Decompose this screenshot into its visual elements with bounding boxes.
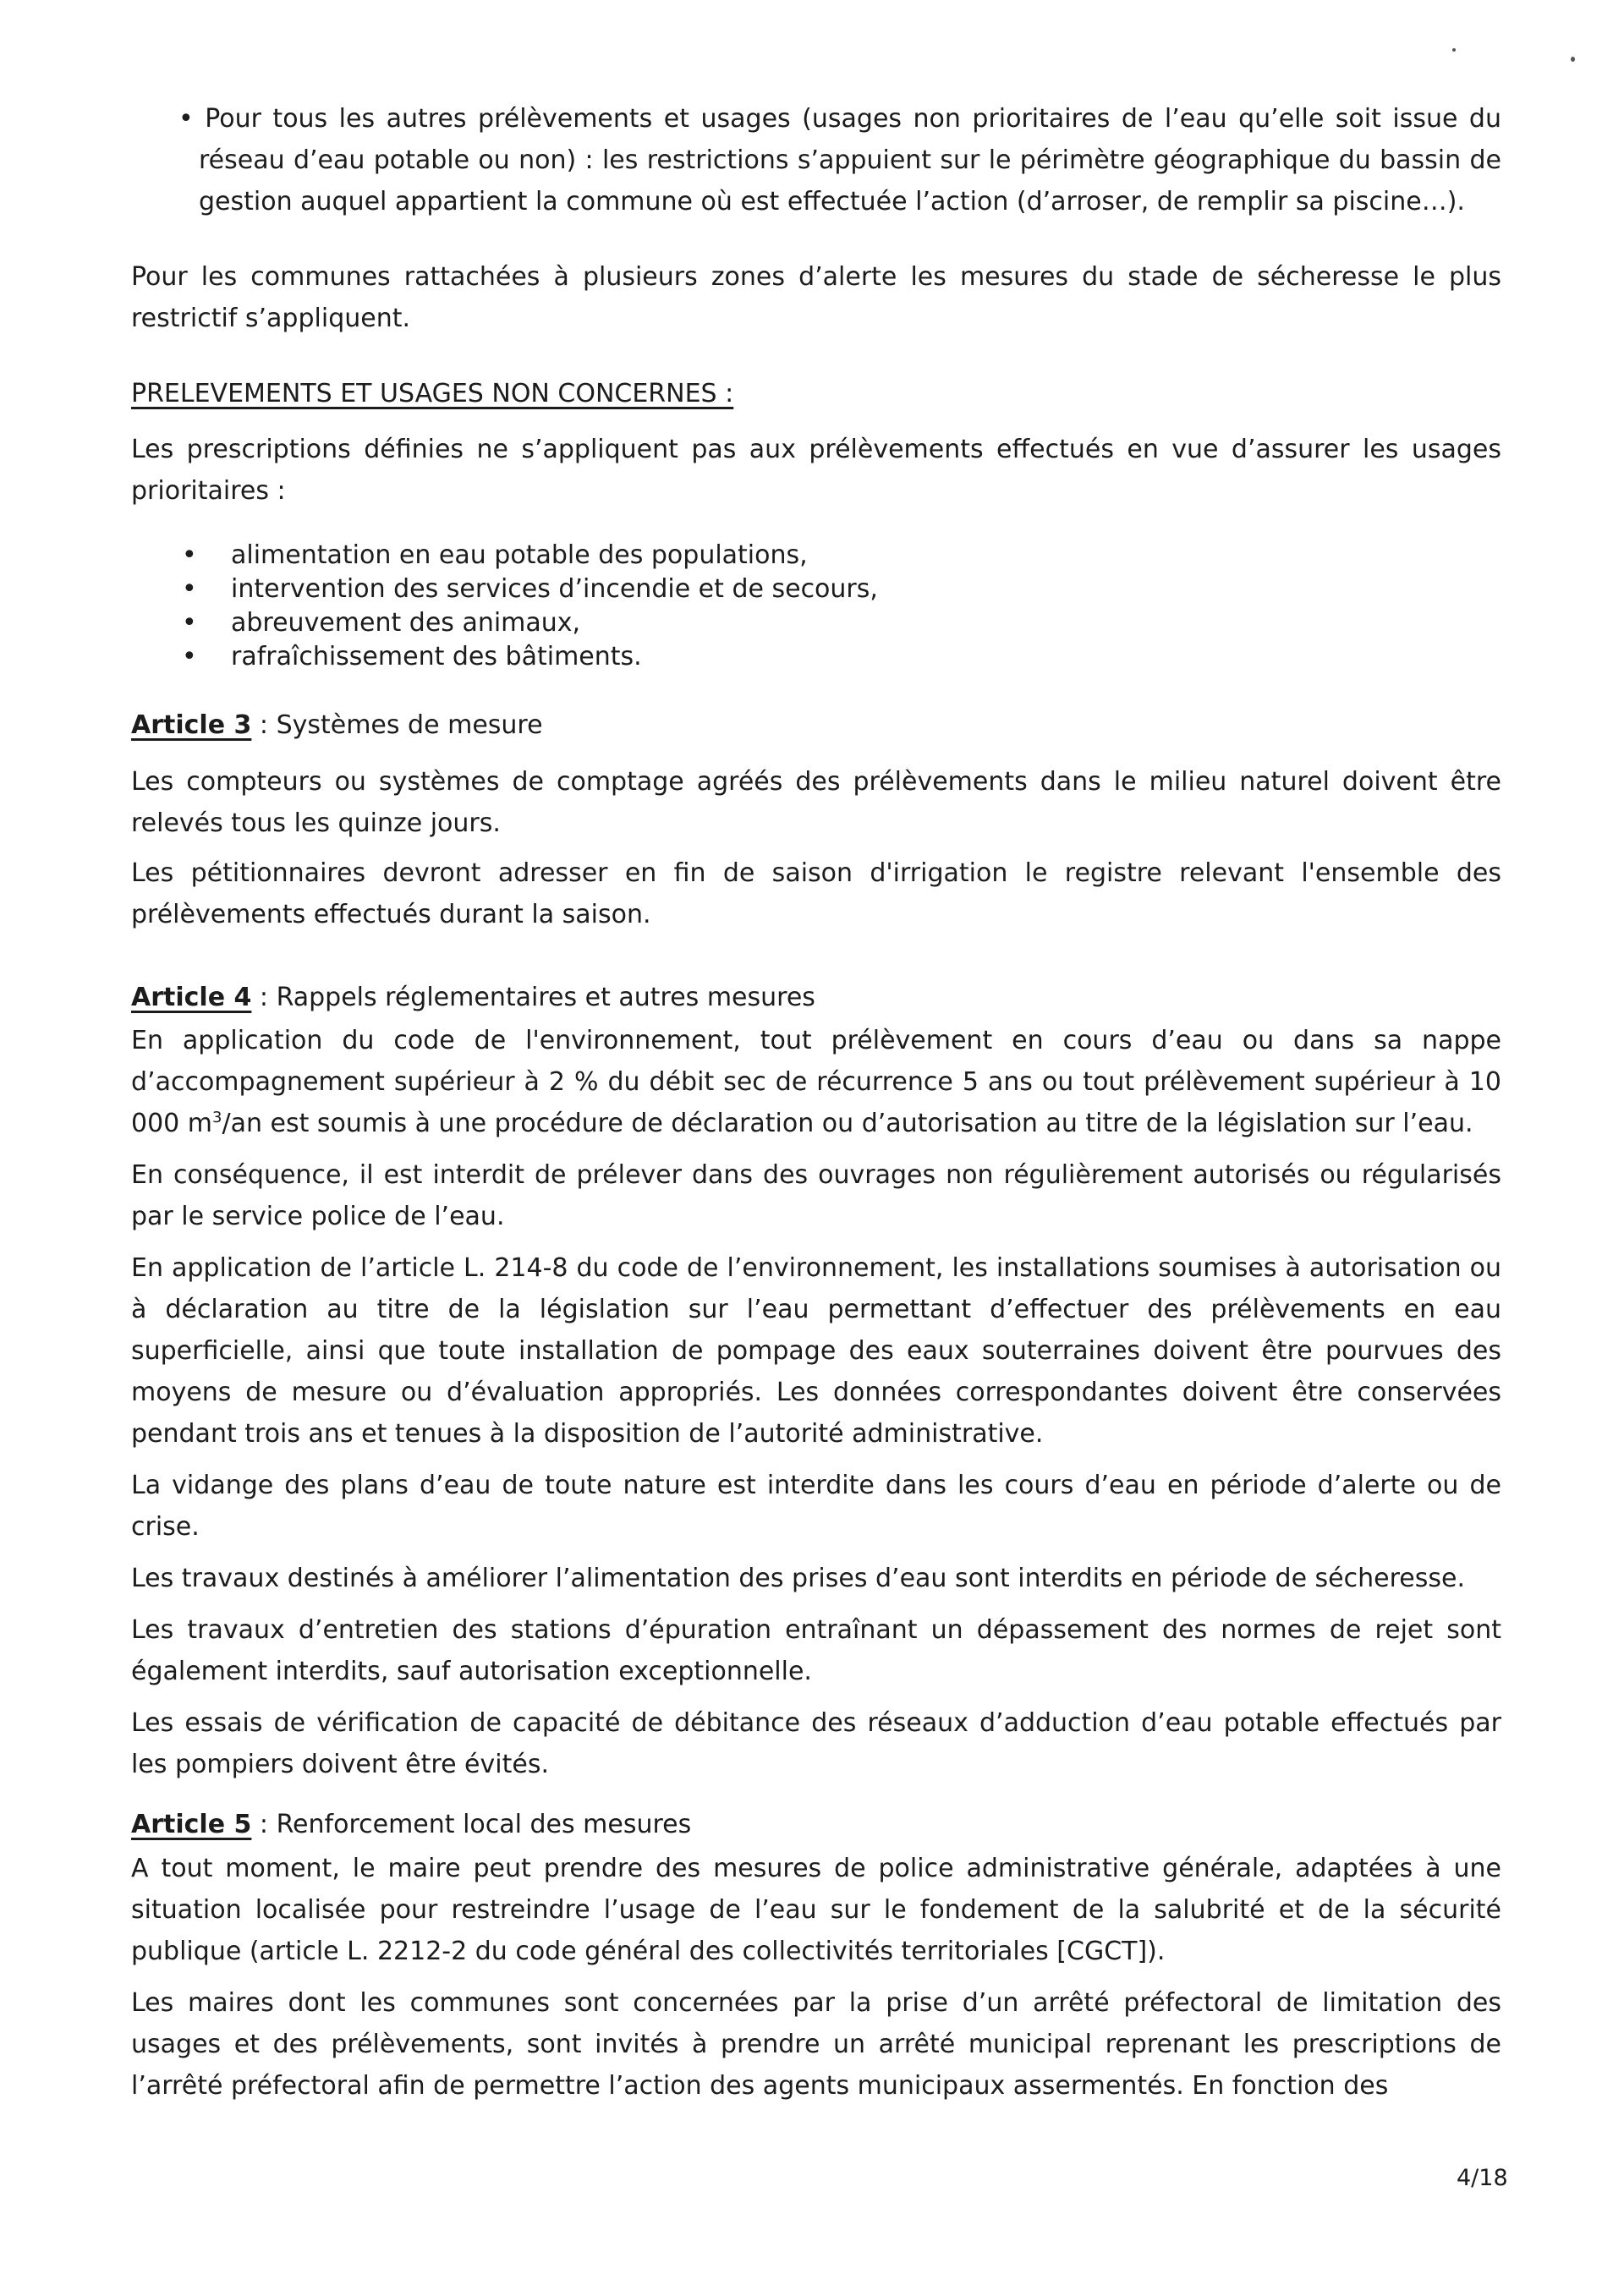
article-3-paragraph: Les pétitionnaires devront adresser en fin de saison d'irrigation le registre relevant l'ensemble des prélèvements effectués durant la saison.: [131, 858, 1501, 929]
exemptions-heading-block: [131, 373, 1501, 414]
article-4-paragraph: La vidange des plans d’eau de toute nature est interdite dans les cours d’eau en période d’alerte ou de crise.: [131, 1471, 1501, 1542]
article-4-paragraph: En application de l’article L. 214-8 du code de l’environnement, les installations soumises à autorisation ou à déclaration au titre de la législation sur l’eau permettant d’effectuer des prélèvements en eau superficielle, ainsi que toute installation de pompage des eaux souterraines doivent être pourvues des moyens de mesure ou d’évaluation appropriés. Les données correspondantes doivent être conservées pendant trois ans et tenues à la disposition de l’autorité administrative.: [131, 1253, 1501, 1449]
article-3-heading-block: [131, 704, 1501, 746]
intro-bullet-paragraph: [131, 98, 1501, 222]
article-4-paragraph: Les essais de vérification de capacité de débitance des réseaux d’adduction d’eau potable effectués par les pompiers doivent être évités.: [131, 1708, 1501, 1779]
list-item: • intervention des services d’incendie et de secours,: [231, 573, 1501, 606]
article-5-heading-block: [131, 1804, 1501, 1845]
exemptions-list: [131, 539, 1501, 674]
article-4-p1-text: En application du code de l'environnement, tout prélèvement en cours d’eau ou dans sa nappe d’accompagnement supérieur à 2 % du débit sec de récurrence 5 ans ou tout prélèvement supérieur à 10 000 m: [131, 1026, 1501, 1138]
article-5-paragraph: Les maires dont les communes sont concernées par la prise d’un arrêté préfectoral de limitation des usages et des prélèvements, sont invités à prendre un arrêté municipal reprenant les prescriptions de l’arrêté préfectoral afin de permettre l’action des agents municipaux assermentés. En fonction des: [131, 1988, 1501, 2101]
article-5-paragraph: A tout moment, le maire peut prendre des mesures de police administrative générale, adaptées à une situation localisée pour restreindre l’usage de l’eau sur le fondement de la salubrité et de la sécurité publique (article L. 2212-2 du code général des collectivités territoriales [CGCT]).: [131, 1854, 1501, 1966]
article-4-heading-block: [131, 977, 1501, 1018]
exemptions-heading: PRELEVEMENTS ET USAGES NON CONCERNES :: [131, 379, 734, 408]
intro-bullet-text: Pour tous les autres prélèvements et usages (usages non prioritaires de l’eau qu’elle soit issue du réseau d’eau potable ou non) : les restrictions s’appuient sur le périmètre géographique du bassin de gestion auquel appartient la commune où est effectuée l’action (d’arroser, de remplir sa piscine…).: [199, 104, 1501, 216]
scan-speck: [1571, 57, 1575, 62]
exemptions-list-block: [131, 539, 1501, 674]
article-4-paragraph: En conséquence, il est interdit de prélever dans des ouvrages non régulièrement autorisés ou régularisés par le service police de l’eau.: [131, 1160, 1501, 1231]
article-5-number: Article 5: [131, 1810, 252, 1839]
article-3-body: [131, 761, 1501, 935]
article-4-paragraph: Les travaux d’entretien des stations d’épuration entraînant un dépassement des normes de rejet sont également interdits, sauf autorisation exceptionnelle.: [131, 1615, 1501, 1686]
list-item: • abreuvement des animaux,: [231, 606, 1501, 640]
article-3-paragraph: Les compteurs ou systèmes de comptage agréés des prélèvements dans le milieu naturel doivent être relevés tous les quinze jours.: [131, 767, 1501, 838]
article-3-heading: [131, 704, 1501, 746]
article-5-separator: :: [251, 1810, 277, 1839]
page-number: 4/18: [1457, 2165, 1508, 2191]
list-item: • alimentation en eau potable des populations,: [231, 539, 1501, 573]
article-5-title: Renforcement local des mesures: [276, 1810, 692, 1839]
exemptions-lead: Les prescriptions définies ne s’appliquent pas aux prélèvements effectués en vue d’assurer les usages prioritaires :: [131, 435, 1501, 506]
article-4-title: Rappels réglementaires et autres mesures: [276, 983, 815, 1012]
article-4-heading: [131, 977, 1501, 1018]
multi-zone-paragraph: [131, 256, 1501, 339]
bullet-marker: •: [178, 104, 194, 134]
article-5-heading: [131, 1804, 1501, 1845]
article-4-paragraph: [131, 1020, 1501, 1144]
article-4-body: [131, 1020, 1501, 1785]
article-5-body: [131, 1848, 1501, 2107]
scan-speck: [1452, 48, 1456, 52]
article-4-p1-text-end: /an est soumis à une procédure de déclaration ou d’autorisation au titre de la législation sur l’eau.: [222, 1109, 1473, 1138]
cubic-superscript: 3: [212, 1109, 222, 1126]
article-3-title: Systèmes de mesure: [276, 710, 543, 740]
exemptions-lead-block: [131, 429, 1501, 512]
article-3-separator: :: [251, 710, 277, 740]
intro-section: [131, 98, 1501, 222]
multi-zone-text: Pour les communes rattachées à plusieurs zones d’alerte les mesures du stade de sécheresse le plus restrictif s’appliquent.: [131, 262, 1501, 333]
article-4-number: Article 4: [131, 983, 252, 1012]
article-4-paragraph: Les travaux destinés à améliorer l’alimentation des prises d’eau sont interdits en période de sécheresse.: [131, 1564, 1465, 1593]
article-3-number: Article 3: [131, 710, 252, 740]
list-item: • rafraîchissement des bâtiments.: [231, 640, 1501, 674]
article-4-separator: :: [251, 983, 277, 1012]
